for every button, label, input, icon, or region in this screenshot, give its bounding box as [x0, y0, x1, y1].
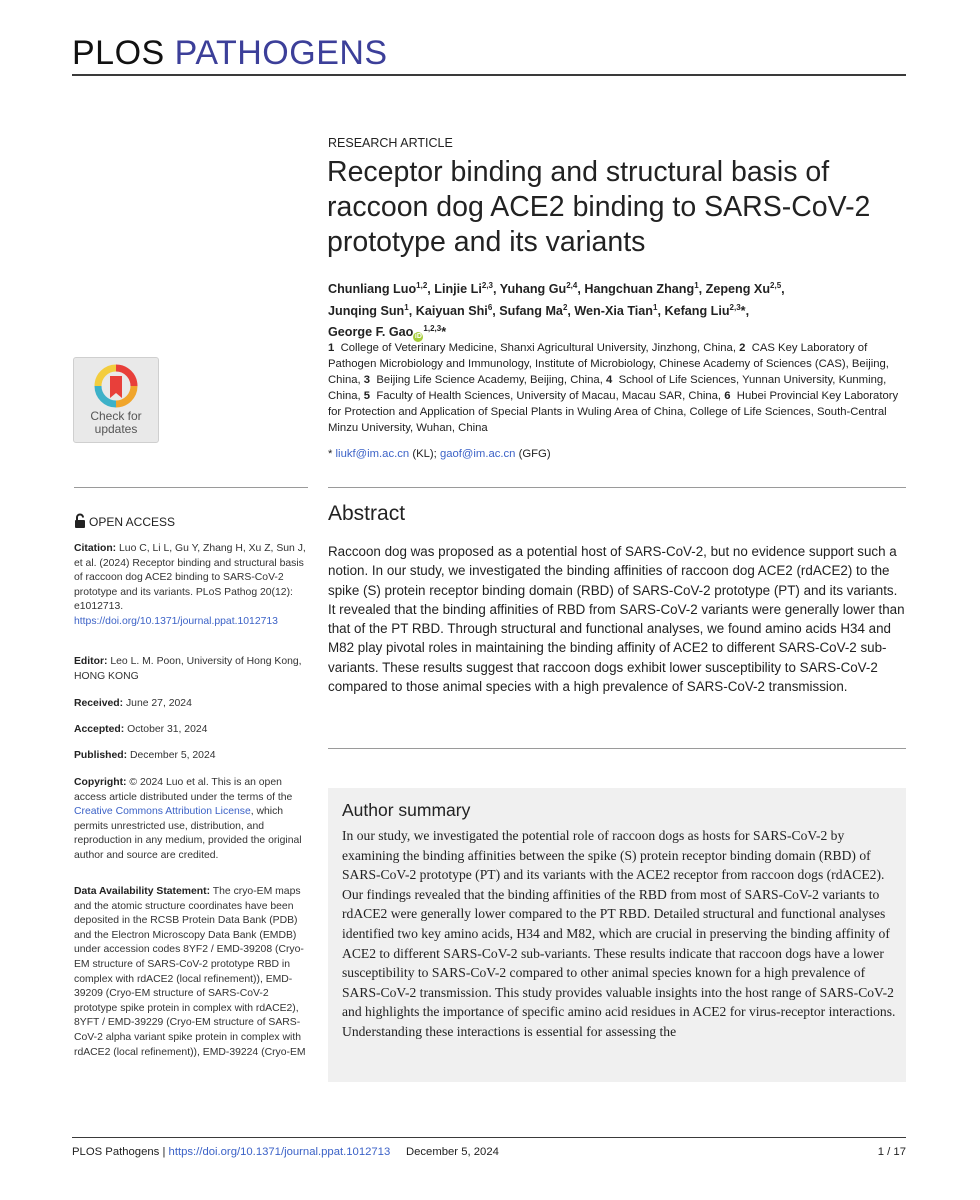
author-separator: ,: [657, 303, 665, 318]
author-affiliation-ref: 1,2: [416, 281, 428, 290]
author-name: Linjie Li: [434, 282, 482, 297]
author-separator: *,: [740, 303, 750, 318]
page-footer: PLOS Pathogens | https://doi.org/10.1371/journal.ppat.1012713 December 5, 2024: [72, 1146, 499, 1158]
abstract-text: Raccoon dog was proposed as a potential host of SARS-CoV-2, but no evidence support such a notion. In our study, we investigated the binding affinities of raccoon dog ACE2 (rdACE2) to the spike (S) protein receptor binding domain (RBD) of SARS-CoV-2 prototype (PT) and its variants. It revealed that the binding affinities of RBD from SARS-CoV-2 variants were generally lower than that of the PT RBD. Through structural and functional analyses, we found amino acids H34 and M82 play pivotal roles in maintaining the binding affinity of ACE2 to different SARS-CoV-2 sub-variants. These results suggest that raccoon dogs exhibit lower susceptibility to SARS-CoV-2 compared to those animal species with a high prevalence of SARS-CoV-2 transmission.: [328, 544, 905, 695]
author-name: Kaiyuan Shi: [415, 303, 488, 318]
author-name: Hangchuan Zhang: [584, 282, 695, 297]
journal-name-plos: PLOS: [72, 34, 165, 72]
author-name: Zepeng Xu: [705, 282, 771, 297]
author-affiliation-ref: 1: [694, 281, 699, 290]
affiliation-number: 5: [363, 390, 371, 402]
affiliation-number: 3: [363, 374, 371, 386]
author-separator: ,: [567, 303, 575, 318]
author-list: [328, 277, 908, 342]
copyright-block: Copyright: © 2024 Luo et al. This is an open access article distributed under the terms of the Creative Commons Attribution License, which permits unrestricted use, distribution, and reproduction in any medium, provided the original author and source are credited.: [74, 777, 302, 861]
page-number: 1 / 17: [877, 1146, 906, 1158]
author-affiliation-ref: 1: [653, 302, 658, 312]
affiliation-text: Beijing Life Science Academy, Beijing, China,: [376, 374, 603, 386]
affiliation-number: 6: [724, 390, 731, 402]
author-affiliation-ref: 2,4: [566, 281, 578, 290]
author-summary-text: In our study, we investigated the potential role of raccoon dogs as hosts for SARS-CoV-2 by examining the binding affinities between the spike (S) protein receptor binding domain (RBD) of SARS-CoV-2 prototype (PT) and its variants with the ACE2 receptor from raccoon dogs (rdACE2). Our findings revealed that the binding affinities of the RBD from most of SARS-CoV-2 variants to rdACE2 were generally lower compared to the PT RBD. Detailed structural and functional analyses identified two key amino acids, H34 and M82, which are crucial in preserving the binding affinity of ACE2 to different SARS-CoV-2 sub-variants. These results indicate that raccoon dogs have a lower susceptibility to SARS-CoV-2 compared to other animal species known for a high prevalence of SARS-CoV-2 transmission. This study provides valuable insights into the host range of SARS-CoV-2 and highlights the importance of specific amino acid residues in ACE2 for virus-receptor interactions. Understanding these interactions is essential for assessing the: [342, 828, 896, 1039]
author-affiliation-ref: 1,2,3: [423, 324, 442, 334]
affiliation-number: 1: [328, 342, 335, 354]
check-for-updates-button[interactable]: [73, 357, 159, 443]
footer-journal: PLOS Pathogens: [72, 1146, 160, 1158]
author-separator: ,: [698, 282, 706, 297]
author-name: Yuhang Gu: [499, 282, 567, 297]
journal-name-pathogens: PATHOGENS: [174, 34, 388, 72]
footer-divider: [72, 1137, 906, 1138]
author-separator: ,: [408, 303, 416, 318]
email-link-kl[interactable]: liukf@im.ac.cn: [335, 448, 410, 460]
affiliation-text: Hubei Provincial Key Laboratory for Protection and Application of Special Plants in Wuling Area of China, College of Life Sciences, South-Central Minzu University, Wuhan, China: [328, 390, 899, 434]
author-name: Chunliang Luo: [328, 282, 417, 297]
author-affiliation-ref: 2,3: [729, 302, 741, 312]
journal-logo: [72, 34, 388, 73]
footer-date: December 5, 2024: [405, 1146, 499, 1158]
email-link-gfg[interactable]: gaof@im.ac.cn: [439, 448, 516, 460]
accepted-date: Accepted: October 31, 2024: [74, 724, 208, 735]
affiliation-number: 2: [739, 342, 746, 354]
data-availability-block: Data Availability Statement: The cryo-EM maps and the atomic structure coordinates have been deposited in the RCSB Protein Data Bank (PDB) and the Electron Microscopy Data Bank (EMDB) under accession codes 8YF2 / EMD-39208 (Cryo-EM structure of SARS-CoV-2 prototype RBD in complex with rdACE2 (local refinement)), EMD-39209 (Cryo-EM structure of SARS-CoV-2 prototype spike protein in complex with rdACE2), 8YFT / EMD-39229 (Cryo-EM structure of SARS-CoV-2 alpha variant spike protein in complex with rdACE2 (local refinement)), EMD-39224 (Cryo-EM: [74, 886, 306, 1058]
affiliation-text: School of Life Sciences, Yunnan University, Kunming, China,: [328, 374, 887, 402]
abstract-heading: Abstract: [328, 502, 406, 525]
open-access-label: OPEN ACCESS: [74, 513, 175, 529]
published-date: Published: December 5, 2024: [74, 750, 216, 761]
affiliation-number: 4: [606, 374, 613, 386]
author-name: Kefang Liu: [664, 303, 730, 318]
article-title: Receptor binding and structural basis of raccoon dog ACE2 binding to SARS-CoV-2 prototype and its variants: [327, 156, 871, 258]
author-separator: ,: [492, 303, 500, 318]
footer-doi-link[interactable]: https://doi.org/10.1371/journal.ppat.1012713: [168, 1146, 391, 1158]
author-affiliation-ref: 2,5: [770, 281, 782, 290]
author-affiliation-ref: 2,3: [481, 281, 493, 290]
author-name: Wen-Xia Tian: [574, 303, 654, 318]
author-affiliation-ref: 2: [562, 302, 568, 312]
author-summary-heading: Author summary: [342, 800, 471, 820]
author-separator: *: [441, 325, 447, 340]
sidebar-divider: [74, 487, 308, 488]
author-separator: ,: [577, 282, 585, 297]
correspondence: * liukf@im.ac.cn (KL); gaof@im.ac.cn (GFG): [328, 448, 551, 460]
author-separator: ,: [427, 282, 435, 297]
citation-block: Citation: Luo C, Li L, Gu Y, Zhang H, Xu Z, Sun J, et al. (2024) Receptor binding and structural basis of raccoon dog ACE2 binding to SARS-CoV-2 prototype and its variants. PLoS Pathog 20(12): e1012713. https://doi.org/10.1371/journal.ppat.1012713: [74, 543, 306, 627]
author-separator: ,: [781, 282, 785, 297]
abstract-top-divider: [328, 487, 906, 488]
author-summary-box: [328, 788, 906, 1082]
citation-doi-link[interactable]: https://doi.org/10.1371/journal.ppat.1012713: [74, 615, 278, 627]
author-separator: ,: [492, 282, 500, 297]
license-link[interactable]: Creative Commons Attribution License: [74, 806, 251, 818]
received-date: Received: June 27, 2024: [74, 698, 192, 709]
header-divider: [72, 74, 906, 76]
affiliation-list: [328, 340, 908, 436]
affiliation-text: CAS Key Laboratory of Pathogen Microbiology and Immunology, Institute of Microbiology, Chinese Academy of Sciences (CAS), Beijing, China,: [328, 342, 889, 386]
author-name: George F. Gao: [328, 325, 414, 340]
author-name: Junqing Sun: [328, 303, 405, 318]
author-affiliation-ref: 6: [487, 302, 493, 312]
author-name: Sufang Ma: [499, 303, 563, 318]
abstract-bottom-divider: [328, 748, 906, 749]
editor-block: Editor: Leo L. M. Poon, University of Hong Kong, HONG KONG: [74, 656, 302, 682]
lock-icon: [74, 513, 86, 528]
affiliation-text: College of Veterinary Medicine, Shanxi Agricultural University, Jinzhong, China,: [340, 342, 736, 354]
check-for-updates-label: Check for updates: [90, 409, 142, 436]
article-type: RESEARCH ARTICLE: [328, 136, 453, 150]
affiliation-text: Faculty of Health Sciences, University of Macau, Macau SAR, China,: [376, 390, 722, 402]
author-affiliation-ref: 1: [404, 302, 409, 312]
check-for-updates-icon: [94, 364, 138, 410]
orcid-icon[interactable]: iD: [414, 332, 422, 340]
